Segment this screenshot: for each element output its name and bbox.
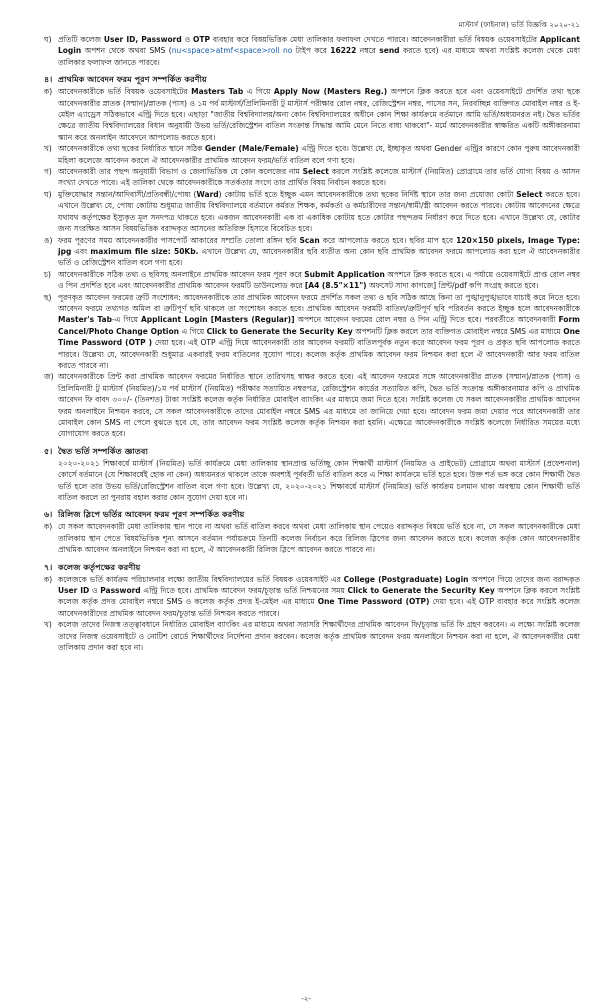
section-4-item-kha: খ) আবেদনকারীকে তথ্য ছকের নির্ধারিত স্থানে সঠিক Gender (Male/Female) এন্ট্রি দিতে হবে। উল্লেখ্য যে, ইচ্ছাকৃত অথবা Gender এন্ট্রির কারণে কোন পুরুষ আবেদনকারী মহিলা কলেজে আবেদন করলে ঐ আবেদনকারীর প্রাথমিক আবেদন ফরম/ভর্তি বাতিল বলে গণ্য হবে। [44,144,580,165]
section-4-item-chha: ছ) পূরণকৃত আবেদন ফরমের ত্রুটি সংশোধন: আবেদনকারীকে তার প্রাথমিক আবেদন ফরমে প্রদর্শিত সকল তথ্য ও ছবি সঠিক আছে কিনা তা পুঙ্খানুপুঙ্খভাবে যাচাই করে নিতে হবে। আবেদন ফরমে তথ্যগত অমিল বা ত্রুটিপূর্ণ ছবি থাকলে তা সংশোধন করতে হবে। প্রাথমিক আবেদন ফরমটি বাতিল/ত্রুটিপূর্ণ ছবি পরিবর্তন করতে ইচ্ছুক হলে আবেদনকারীকে Master's Tab-এ গিয়ে Applicant Login [Masters (Regular)] অপশনে আবেদন ফরমের রোল নম্বর ও পিন এন্ট্রি দিতে হবে। পরবর্তীতে আবেদনকারী Form Cancel/Photo Change Option এ গিয়ে Click to Generate the Security Key অপশনটি ক্লিক করলে তার ব্যক্তিগত মোবাইল নম্বরে SMS এর মাধ্যমে One Time Password (OTP ) দেয়া হবে। এই OTP এন্ট্রি দিয়ে আবেদনকারী তার আবেদন ফরমটি বাতিলপূর্বক নতুন করে আবেদন ফরম পূরণ ও প্রকৃত ছবি আপলোড করতে পারবে। উল্লেখ্য যে, আবেদনকারী শুধুমাত্র একবারই ফরম বাতিলের সুযোগ পাবে। কলেজ কর্তৃক প্রাথমিক আবেদন ফরম নিশ্চয়ন করা হলে ঐ আবেদনকারী আর ফরম বাতিল করতে পারবে না। [44,292,581,370]
page-header: মাস্টার্স (ফাইনাল) ভর্তি বিজ্ঞপ্তি ২০২০-২১ [458,20,580,29]
section-4-item-ja: জ) আবেদনকারীকে প্রিন্ট করা প্রাথমিক আবেদন ফরমের নির্ধারিত স্থানে তারিখসহ স্বাক্ষর করতে হবে। এই আবেদন ফরমের সঙ্গে আবেদনকারীর স্নাতক (সম্মান)/স্নাতক (পাস) ও প্রিলিমিনারী টু মাস্টার্স (নিয়মিত)/১ম পর্ব মাস্টার্স (নিয়মিত) পরীক্ষার সত্যায়িত নম্বরপত্র, রেজিস্ট্রেশন কার্ডের সত্যায়িত কপি, দ্বৈত ভর্তি সংক্রান্ত অঙ্গীকারনামার কপি ও প্রাথমিক আবেদন ফি বাবদ ৩০০/- (তিনশত) টাকা সংশ্লিষ্ট কলেজ কর্তৃক নির্ধারিত মোবাইল ব্যাংকিং এর মাধ্যমে জমা দিতে হবে। সংশ্লিষ্ট কলেজ যে সকল আবেদনকারীর প্রাথমিক আবেদন ফরম অনলাইনে নিশ্চয়ন করবে, সে সকল আবেদনকারীকে তাদের মোবাইল নম্বরে SMS এর মাধ্যমে তা জানিয়ে দেয়া হবে। আবেদন ফরম জমা দেয়ার পরে আবেদনকারী তার মোবাইল কোন SMS না পেলে বুঝতে হবে যে, তার আবেদন ফরম সংশ্লিষ্ট কলেজ কর্তৃক নিশ্চয়ন করা হয়নি। এক্ষেত্রে আবেদনকারীকে সংশ্লিষ্ট কলেজে নির্ধারিত সময়ের মধ্যে যোগাযোগ করতে হবে। [44,372,580,439]
section-4-item-gha: ঘ) মুক্তিযোদ্ধার সন্তান/আদিবাসী/প্রতিবন্ধী/পোষ্য (Ward) কোটায় ভর্তি হতে ইচ্ছুক এমন আবেদনকারীকে তথ্য ছকের নির্দিষ্ট স্থানে তার জন্য প্রযোজ্য কোটা Select করতে হবে। এখানে উল্লেখ্য যে, পোষ্য কোটায় শুধুমাত্র জাতীয় বিশ্ববিদ্যালয়ে বর্তমানে কর্মরত শিক্ষক, কর্মকর্তা ও কর্মচারীদের সন্তান/স্বামী/স্ত্রী আবেদন করতে পারবে। কোটায় আবেদনের ক্ষেত্রে যথাযথ কর্তৃপক্ষের ইস্যুকৃত মূল সনদপত্র থাকতে হবে। একজন আবেদনকারী এক বা একাধিক কোটায় হতে কোটার পছন্দক্রম নির্ধারণ করে দিতে হবে। এখানে উল্লেখ্য যে, কোটার জন্য সংরক্ষিত আসন বিষয়ভিত্তিক বরাদ্দকৃত আসনের অতিরিক্ত হিসাবে বিবেচিত হবে। [44,189,581,234]
item-text: প্রতিটি কলেজ User ID, Password ও OTP ব্যবহার করে বিষয়ভিত্তিক মেধা তালিকার ফলাফল দেখতে পারবে। আবেদনকারীরা ভর্তি বিষয়ক ওয়েবসাইটের Applicant Login অপশন থেকে অথবা SMS (nu<space>atmf<space>roll no টাইপ করে 16222 নম্বরে send করতে হবে) এর মাধ্যমে অথবা সংশ্লিষ্ট কলেজ থেকে মেধা তালিকার ফলাফল জানতে পারবে। [58,35,581,67]
section-6-item-ka: ক) যে সকল আবেদনকারী মেধা তালিকায় স্থান পাবে না অথবা ভর্তি বাতিল করবে অথবা মেধা তালিকায় স্থান পেয়েও বরাদ্দকৃত বিষয়ে ভর্তি হবে না, সে সকল আবেদনকারীকে মেধা তালিকায় স্থান পেতে বিষয়ভিত্তিক শূন্য আসনে বর্তমান পর্যায়ক্রমে তিনটি কলেজ নির্বাচন করে রিলিজ স্লিপের জন্য আবেদন করতে হবে। কলেজ কর্তৃক কোন আবেদনকারীর প্রাথমিক আবেদন অনলাইনে নিশ্চয়ন করা না হলে, ঐ আবেদনকারী রিলিজ স্লিপে আবেদন করতে পারবে না। [44,522,580,555]
section-title: প্রাথমিক আবেদন ফরম পূরণ সম্পর্কিত করণীয় [58,74,207,85]
section-title: রিলিজ স্লিপে ভর্তির আবেদন ফরম পূরণ সম্পর্কিত করণীয় [58,509,245,520]
section-7-item-kha: খ) কলেজ তাদের নিজস্ব তত্ত্বাবধানে নির্ধারিত মোবাইল ব্যাংকিং এর মাধ্যমে অথবা সরাসরি শিক্ষার্থীদের প্রাথমিক আবেদন ফি/চূড়ান্ত ভর্তি ফি গ্রহণ করবেন। এ লক্ষ্যে সংশ্লিষ্ট কলেজ তাদের নিজস্ব ওয়েবসাইটে ও নোটিশ বোর্ডে শিক্ষার্থীদের নির্দেশনা প্রদান করবেন। কলেজ কর্তৃক প্রাথমিক আবেদন ফরম অনলাইনে নিশ্চয়ন করা না হলে, ঐ আবেদনকারীর মেধা তালিকায় প্রদান করা হবে না। [44,620,580,653]
section-5-body: ২০২০-২০২১ শিক্ষাবর্ষে মাস্টার্স (নিয়মিত) ভর্তি কার্যক্রমে মেধা তালিকায় স্থানপ্রাপ্ত ভর্তিচ্ছু কোন শিক্ষার্থী মাস্টার্স (নিয়মিত ও প্রাইভেট) প্রোগ্রামে অথবা মাস্টার্স (প্রফেশনাল) কোর্সে বর্তমানে (যে শিক্ষাবর্ষেই হোক না কেন) অধ্যয়নরত থাকলে তাকে অবশ্যই পূর্ববর্তী ভর্তি বাতিল করে এ শিক্ষা কার্যক্রমে ভর্তি হতে হবে। উক্ত শর্ত ভঙ্গ করে কোন শিক্ষার্থী দ্বৈত ভর্তি হলে তার উভয় ভর্তি/রেজিস্ট্রেশন বাতিল বলে গণ্য হবে। উল্লেখ্য যে, ২০২০-২০২১ শিক্ষাবর্ষে মাস্টার্স (নিয়মিত) ভর্তি কার্যক্রম চলমান থাকা অবস্থায় কোন শিক্ষার্থী ভর্তি বাতিল করলে তা পুনরায় বহাল করার কোন সুযোগ দেয়া হবে না। [58,458,580,503]
item-marker: ঘ) [44,35,52,44]
section-4-item-ga: গ) আবেদনকারী তার পছন্দ অনুযায়ী বিভাগ ও জেলাভিত্তিক যে কোন কলেজের নাম Select করলে সংশ্লিষ্ট কলেজে মাস্টার্স (নিয়মিত) প্রোগ্রামে তার ভর্তি যোগ্য বিষয় ও আসন সংখ্যা দেখতে পাবে। এই তালিকা থেকে আবেদনকারীকে সতর্কতার সংগে তার প্রার্থিত বিষয় নির্বাচন করতে হবে। [44,167,580,188]
section-4-item-cha: চ) আবেদনকারীকে সঠিক তথ্য ও ছবিসহ অনলাইনে প্রাথমিক আবেদন ফরম পূরণ করে Submit Application অপশনে ক্লিক করতে হবে। এ পর্যায়ে ওয়েবসাইটে প্রাপ্ত রোল নম্বর ও পিন প্রদর্শিত হবে এবং আবেদনকারীর প্রাথমিক আবেদন ফরমটি ডাউনলোড করে [A4 (8.5"×11") অফসেট সাদা কাগজে] প্রিন্ট/pdf কপি সংগ্রহ করতে হবে। [44,269,580,291]
page-number: -২- [301,995,311,1003]
sms-format-tag: nu<space>atmf<space>roll no [171,46,293,56]
section-4-item-ka: ক) আবেদনকারীকে ভর্তি বিষয়ক ওয়েবসাইটের Masters Tab এ গিয়ে Apply Now (Masters Reg.) অপশনে ক্লিক করতে হবে এবং ওয়েবসাইটে প্রদর্শিত তথ্য ছকে আবেদনকারীর স্নাতক (সম্মান)/স্নাতক (পাস) ও ১ম পর্ব মাস্টার্স/প্রিলিমিনারী টু মাস্টার্স পরীক্ষার রোল নম্বর, রেজিস্ট্রেশন নম্বর, পাসের সন, নিরবচ্ছিন্ন ব্যক্তিগত মোবাইল নম্বর ও ই-মেইল এ্যাড্রেস সঠিকভাবে এন্ট্রি দিতে হবে। এছাড়া "জাতীয় বিশ্ববিদ্যালয়/অন্য কোন বিশ্ববিদ্যালয়ের অধীনে কোন শিক্ষা কার্যক্রমে বর্তমানে আমি ভর্তি/অধ্যয়নরত নই। দ্বৈত ভর্তির ক্ষেত্রে জাতীয় বিশ্ববিদ্যালয়ের বিধান অনুযায়ী উভয় ভর্তি/রেজিস্ট্রেশন বাতিল সংক্রান্ত সিদ্ধান্ত আমি মেনে নিতে বাধ্য থাকবো"- মর্মে আবেদনকারীর স্বাক্ষরিত একটি অঙ্গীকারনামা স্ক্যান করে অনলাইন আবেদনে আপলোড করতে হবে। [44,87,580,142]
section-title: কলেজ কর্তৃপক্ষের করণীয় [58,561,141,572]
section-7-heading: ৭। কলেজ কর্তৃপক্ষের করণীয় [44,561,141,572]
section-7-item-ka: ক) কলেজকে ভর্তি কার্যক্রম পরিচালনার লক্ষ্যে জাতীয় বিশ্ববিদ্যালয়ের ভর্তি বিষয়ক ওয়েবসাইট এর College (Postgraduate) Login অপশনে গিয়ে তাদের জন্য বরাদ্দকৃত User ID ও Password এন্ট্রি দিতে হবে। প্রাথমিক আবেদন ফরম/চূড়ান্ত ভর্তি নিশ্চয়নের সময় Click to Generate the Security Key অপশনে ক্লিক করলে সংশ্লিষ্ট কলেজ কর্তৃক প্রদত্ত মোবাইল নম্বরে SMS ও কলেজ কর্তৃক প্রদত্ত ই-মেইল এর মাধ্যমে One Time Password (OTP) দেয়া হবে। এই OTP ব্যবহার করে সংশ্লিষ্ট কলেজ আবেদনকারীদের প্রাথমিক আবেদন ফরম/চূড়ান্ত ভর্তি নিশ্চয়ন করতে পারবে। [44,574,580,618]
section-4-heading: ৪। প্রাথমিক আবেদন ফরম পূরণ সম্পর্কিত করণীয় [44,74,207,85]
item-gha-top [44,34,580,68]
section-4-item-uma: ঙ) ফরম পূরণের সময় আবেদনকারীর পাসপোর্ট আকারের সম্প্রতি তোলা রঙ্গিন ছবি Scan করে আপলোড করতে হবে। ছবির মাপ হবে 120×150 pixels, Image Type: jpg এবং maximum file size: 50Kb. এখানে উল্লেখ্য যে, আবেদনকারীর ছবি ব্যতীত অন্য কোন ছবি প্রাথমিক আবেদন ফরমে আপলোড করা হলে ঐ আবেদনকারীর ভর্তি ও রেজিস্ট্রেশন বাতিল বলে গণ্য হবে। [44,235,580,268]
section-title: দ্বৈত ভর্তি সম্পর্কিত জ্ঞাতব্য [58,445,148,456]
section-6-heading: ৬। রিলিজ স্লিপে ভর্তির আবেদন ফরম পূরণ সম্পর্কিত করণীয় [44,509,245,520]
document-page [44,20,580,654]
section-5-heading: ৫। দ্বৈত ভর্তি সম্পর্কিত জ্ঞাতব্য [44,445,148,456]
